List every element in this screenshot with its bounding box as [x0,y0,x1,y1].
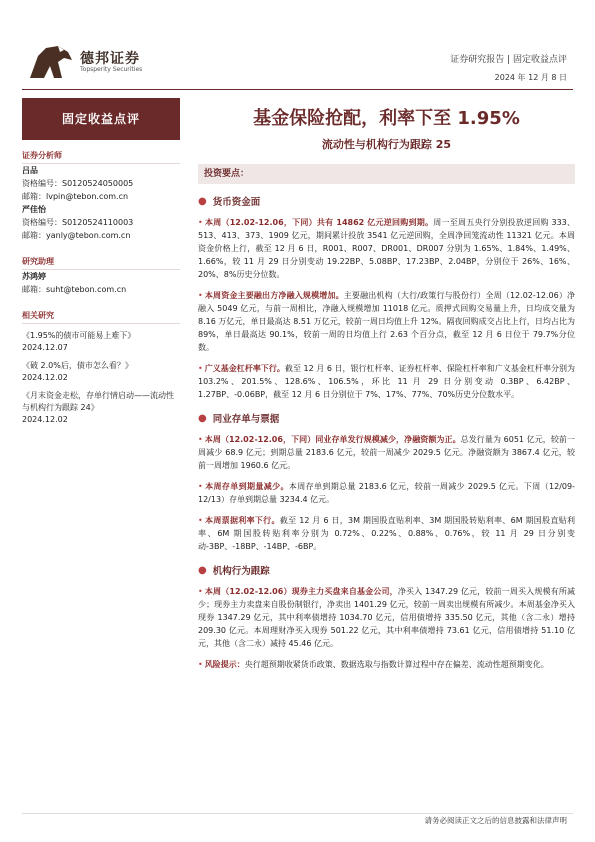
related-report-title[interactable]: 《月末资金走松，存单行情启动——流动性与机构行为跟踪 24》 [22,391,174,412]
brand-name-en: Topsperity Securities [80,66,143,73]
analyst-section-title: 证券分析师 [22,150,180,164]
paragraph-emphasis: 本周（12.02-12.06，下同）同业存单发行规模减少，净融资额为正。 [204,435,461,444]
bullet-icon: • [198,660,203,669]
risk-label: 风险提示： [204,660,245,669]
analyst-email[interactable]: 邮箱：yanly@tebon.com.cn [22,231,131,240]
paragraph-text: 周一至周五央行分别投放逆回购 333、513、413、373、1909 亿元，期间累计投放 3541 亿元逆回购，全周净回笼流动性 11321 亿元。本周资金价格上行，截至 12 月 6 日，R001、R007、DR001、DR007 分别为 1.65%、1.84%、1.49%、1.66%，较 11 月 29 日分别变动 19.22BP、5.08BP、17.23BP、2.04BP，分别位于 26%、16%、20%、8%历史分位数。 [198,218,575,279]
assistant-name: 苏鸿婷 [22,272,46,281]
related-report-title[interactable]: 《破 2.0%后，债市怎么看？》 [22,361,133,370]
report-title: 基金保险抢配，利率下至 1.95% [253,108,520,129]
paragraph-text: 主要融出机构（大行/政策行与股份行）全周（12.02-12.06）净融入 5049 亿元，与前一周相比，净融入规模增加 11018 亿元。质押式回购交易量上升，日均成交量为 8.16 万亿元，单日最高达 8.51 万亿元，较前一周日均值上升 12%。隔夜回购成交占比上行，日均占比为 89%，单日最高达 90.1%，较前一周的日均值上行 2.63 个百分点，截至 12 月 6 日位于 79.7%分位数。 [198,291,575,352]
paragraph [198,585,575,650]
paragraph-emphasis: 本周（12.02-12.06，下同）共有 14862 亿元逆回购到期。 [204,218,434,227]
analyst-2 [22,203,180,242]
report-type: 证券研究报告 | 固定收益点评 [450,55,567,65]
assistant-email[interactable]: 邮箱：suht@tebon.com.cn [22,285,127,294]
analyst-email[interactable]: 邮箱：lvpin@tebon.com.cn [22,192,129,201]
paragraph-emphasis: 本周资金主要融出方净融入规模增加。 [204,291,344,300]
section-heading [198,194,575,208]
section-heading [198,411,575,425]
tebon-logo-icon [28,44,74,80]
bullet-icon: • [198,291,203,300]
section-heading-text: 同业存单与票据 [212,414,280,425]
analyst-cert: 资格编号：S0120524050005 [22,179,134,188]
paragraph [198,289,575,354]
bullet-icon: • [198,435,203,444]
paragraph-emphasis: 本周（12.02-12.06）现券主力买盘来自基金公司， [204,587,398,596]
analyst-name: 严佳怡 [22,205,46,214]
paragraph-text: 本周存单到期总量 2183.6 亿元，较前一周减少 2029.5 亿元。下周（12/09-12/13）存单到期总量 3234.4 亿元。 [198,482,575,504]
bullet-icon: • [198,516,203,525]
related-report-date: 2024.12.02 [22,373,68,382]
header-divider [22,89,573,90]
report-date: 2024 年 12 月 8 日 [494,73,567,82]
paragraph-emphasis: 广义基金杠杆率下行。 [204,364,285,373]
paragraph [198,362,575,401]
related-report-date: 2024.12.02 [22,415,68,424]
bullet-icon: ● [198,564,207,576]
paragraph [198,514,575,553]
paragraph-emphasis: 本周存单到期量减少。 [204,482,289,491]
bullet-icon: • [198,587,203,596]
paragraph-text: 截至 12 月 6 日，银行杠杆率、证券杠杆率、保险杠杆率和广义基金杠杆率分别为 103.2%、201.5%、128.6%、106.5%，环比 11 月 29 日分别变动 0.3BP、6.42BP、1.27BP、-0.06BP，截至 12 月 6 日分别位于 7%、17%、77%、70%历史分位数水平。 [198,364,575,399]
related-report-title[interactable]: 《1.95%的债市可能易上难下》 [22,331,136,340]
bullet-icon: • [198,364,203,373]
risk-text: 央行超预期收紧货币政策、数据选取与指数计算过程中存在偏差、流动性超预期变化。 [244,660,549,669]
section-heading-text: 货币资金面 [212,197,261,208]
section-heading [198,563,575,577]
paragraph-emphasis: 本周票据利率下行。 [204,516,280,525]
related-report[interactable] [22,360,180,384]
related-section-title: 相关研究 [22,310,180,324]
key-points-heading: 投资要点： [198,164,575,184]
section-heading-text: 机构行为跟踪 [212,566,270,577]
paragraph-text: 截至 12 月 6 日，3M 期国股直贴利率、3M 期国股转贴利率、6M 期国股直贴利率、6M 期国股转贴利率分别为 0.72%、0.22%、0.88%、0.76%，较 11 月 29 日分别变动-3BP、-18BP、-14BP、-6BP。 [198,516,575,551]
brand-name: 德邦证券 [80,51,140,67]
risk-warning [198,658,575,671]
related-report-date: 2024.12.07 [22,343,68,352]
page-header [0,0,595,90]
bullet-icon: • [198,482,203,491]
paragraph [198,216,575,281]
related-report[interactable] [22,330,180,354]
sidebar-banner: 固定收益点评 [22,98,180,140]
assistant-section-title: 研究助理 [22,256,180,270]
paragraph [198,433,575,472]
paragraph [198,480,575,506]
sidebar [22,98,180,426]
analyst-name: 吕品 [22,166,38,175]
related-report[interactable] [22,390,180,426]
main-content [198,98,575,671]
analyst-cert: 资格编号：S0120524110003 [22,218,134,227]
assistant [22,270,180,296]
footer-divider [22,813,573,814]
paragraph-text: 总发行量为 6051 亿元，较前一周减少 68.9 亿元；到期总量 2183.6 亿元，较前一周减少 2029.5 亿元。净融资额为 3867.4 亿元，较前一周增加 1960.6 亿元。 [198,435,575,470]
report-subtitle: 流动性与机构行为跟踪 25 [321,138,452,151]
paragraph-text: 净买入 1347.29 亿元，较前一周买入规模有所减少；现券主力卖盘来自股份制银行，净卖出 1401.29 亿元，较前一周卖出规模有所减少。本周基金净买入现券 1347.29 亿元，其中利率债增持 1034.70 亿元，信用债增持 335.50 亿元，其他（含二永）增持 209.30 亿元。本周理财净买入现券 501.22 亿元，其中利率债增持 73.61 亿元，信用债增持 51.10 亿元，其他（含二永）减持 45.46 亿元。 [198,587,575,648]
bullet-icon: ● [198,195,207,207]
bullet-icon: ● [198,412,207,424]
footer-disclaimer[interactable]: 请务必阅读正文之后的信息披露和法律声明 [424,816,567,825]
bullet-icon: • [198,218,203,227]
analyst-1 [22,164,180,203]
